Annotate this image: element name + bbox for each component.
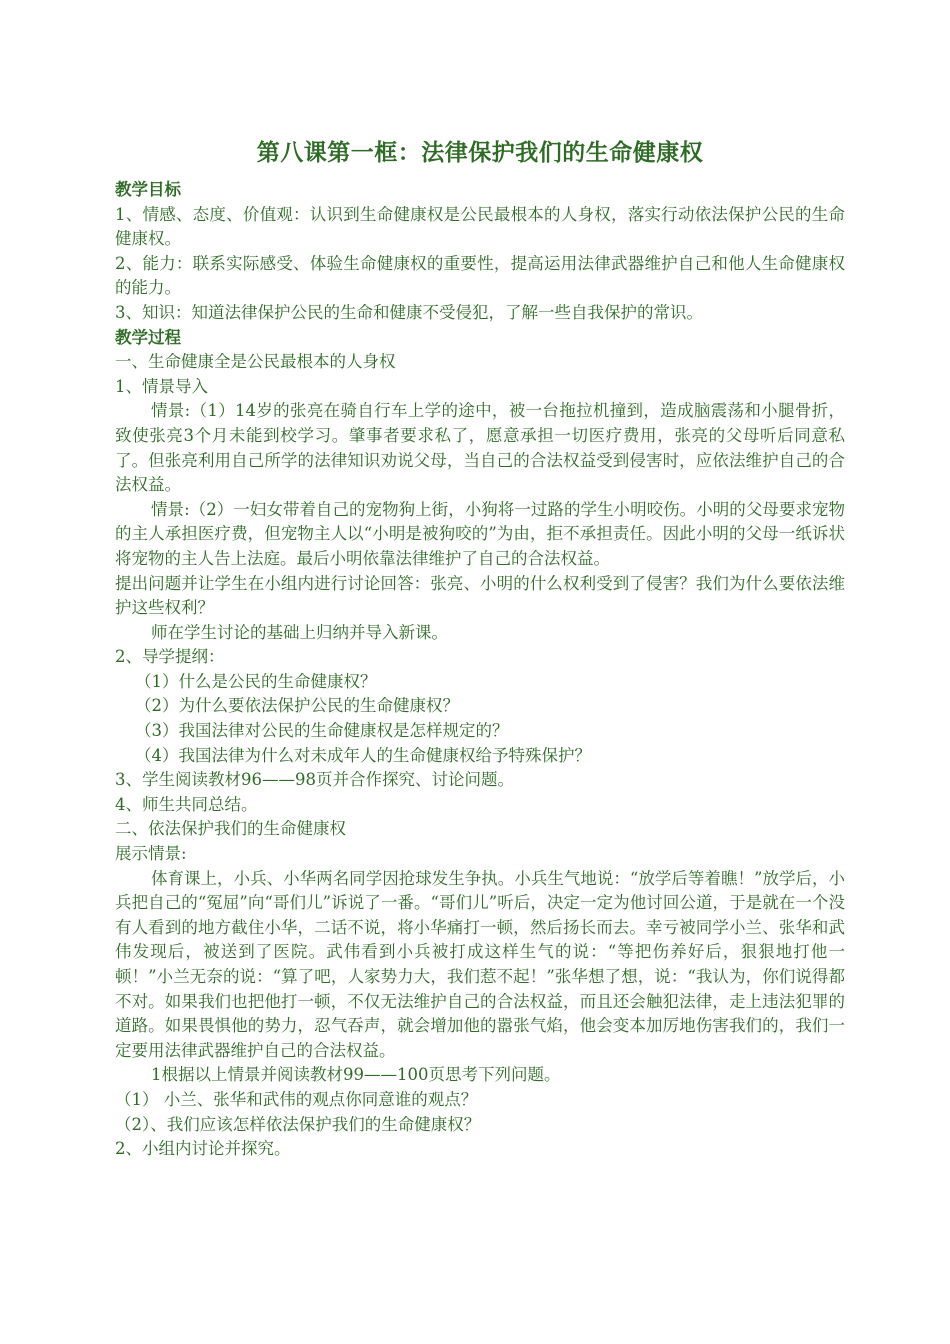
task-2: 2、小组内讨论并探究。 [115, 1139, 291, 1159]
document-page [115, 136, 845, 1162]
goal-2: 2、能力：联系实际感受、体验生命健康权的重要性，提高运用法律武器维护自己和他人生命健康权的能力。 [115, 253, 845, 298]
document-title: 第八课第一框：法律保护我们的生命健康权 [256, 139, 704, 166]
task-question-1: （1） 小兰、张华和武伟的观点你同意谁的观点？ [115, 1089, 478, 1109]
step-2: 2、导学提纲： [115, 647, 225, 667]
step-3: 3、学生阅读教材96——98页并合作探究、讨论问题。 [115, 770, 514, 790]
part-2-heading: 二、依法保护我们的生命健康权 [115, 819, 346, 839]
process-heading: 教学过程 [115, 327, 181, 347]
story-paragraph: 体育课上，小兵、小华两名同学因抢球发生争执。小兵生气地说：“放学后等着瞧！”放学后，小兵把自己的“冤屈”向“哥们儿”诉说了一番。“哥们儿”听后，决定一定为他讨回公道，于是就在一个没有人看到的地方截住小华，二话不说，将小华痛打一顿，然后扬长而去。幸亏被同学小兰、张华和武伟发现后，被送到了医院。武伟看到小兵被打成这样生气的说：“等把伤养好后，狠狠地打他一顿！”小兰无奈的说：“算了吧，人家势力大，我们惹不起！”张华想了想，说：“我认为，你们说得都不对。如果我们也把他打一顿，不仅无法维护自己的合法权益，而且还会触犯法律，走上违法犯罪的道路。如果畏惧他的势力，忍气吞声，就会增加他的嚣张气焰，他会变本加厉地伤害我们的，我们一定要用法律武器维护自己的合法权益。 [115, 868, 845, 1060]
part-1-heading: 一、生命健康全是公民最根本的人身权 [115, 352, 396, 372]
goal-1: 1、情感、态度、价值观：认识到生命健康权是公民最根本的人身权，落实行动依法保护公民的生命健康权。 [115, 204, 845, 249]
goal-3: 3、知识：知道法律保护公民的生命和健康不受侵犯，了解一些自我保护的常识。 [115, 302, 703, 322]
step-1: 1、情景导入 [115, 376, 208, 396]
scene-2-paragraph: 情景:（2）一妇女带着自己的宠物狗上街，小狗将一过路的学生小明咬伤。小明的父母要求宠物的主人承担医疗费，但宠物主人以“小明是被狗咬的”为由，拒不承担责任。因此小明的父母一纸诉状将宠物的主人告上法庭。最后小明依靠法律维护了自己的合法权益。 [115, 499, 845, 568]
outline-item-2: （2）为什么要依法保护公民的生命健康权？ [135, 696, 459, 716]
show-scene-label: 展示情景: [115, 844, 187, 864]
scene-1-paragraph: 情景:（1）14岁的张亮在骑自行车上学的途中，被一台拖拉机撞到，造成脑震荡和小腿骨折，致使张亮3个月未能到校学习。肇事者要求私了，愿意承担一切医疗费用，张亮的父母听后同意私了。但张亮利用自己所学的法律知识劝说父母，当自己的合法权益受到侵害时，应依法维护自己的合法权益。 [115, 401, 845, 495]
teacher-summary: 师在学生讨论的基础上归纳并导入新课。 [151, 622, 448, 642]
task-1: 1根据以上情景并阅读教材99——100页思考下列问题。 [151, 1065, 561, 1085]
outline-item-4: （4）我国法律为什么对未成年人的生命健康权给予特殊保护？ [135, 745, 591, 765]
outline-item-3: （3）我国法律对公民的生命健康权是怎样规定的？ [135, 721, 509, 741]
outline-item-1: （1）什么是公民的生命健康权？ [135, 671, 377, 691]
goals-heading: 教学目标 [115, 180, 181, 199]
step-4: 4、师生共同总结。 [115, 794, 258, 814]
task-question-2: （2）、我们应该怎样依法保护我们的生命健康权？ [115, 1114, 481, 1134]
discussion-question: 提出问题并让学生在小组内进行讨论回答：张亮、小明的什么权利受到了侵害？我们为什么要依法维护这些权利？ [115, 573, 845, 618]
